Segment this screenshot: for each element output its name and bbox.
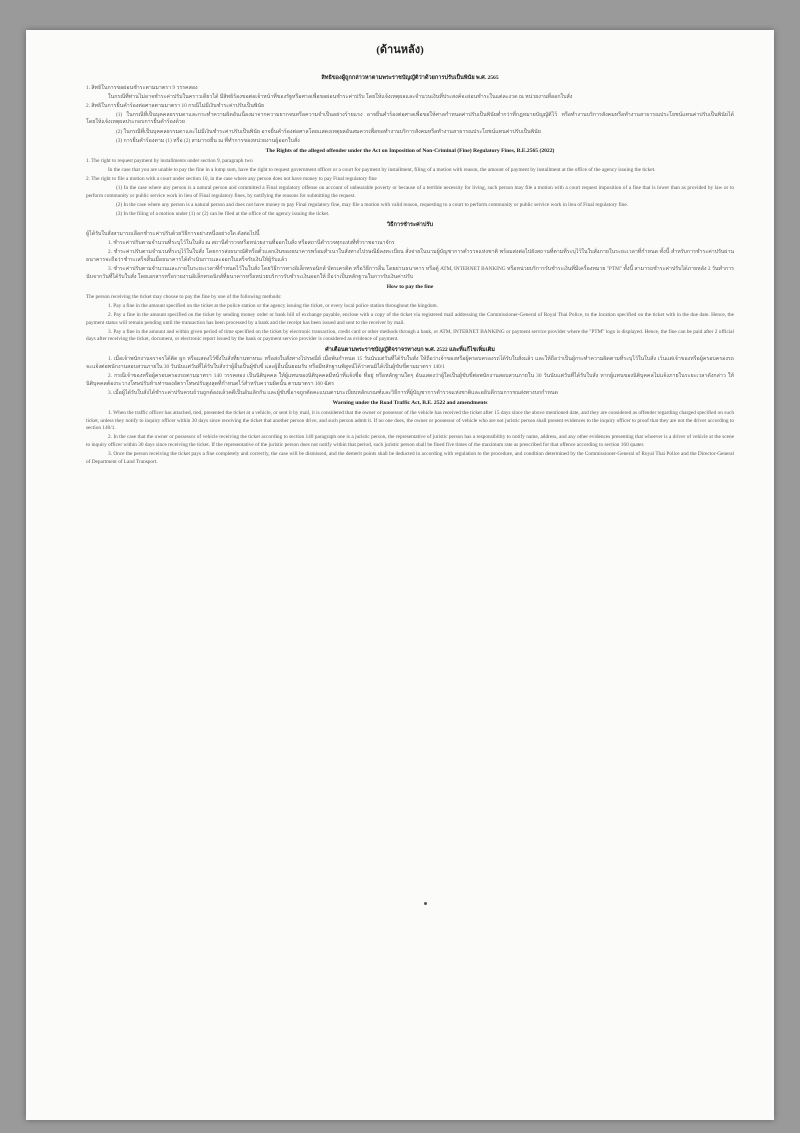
section-paragraph: 2. ชำระค่าปรับตามจำนวนที่ระบุไว้ในใบสั่ง โดยการส่งธนาณัติหรือตั๋วแลกเงินของธนาคารพร้อมสำเนาใบสั่งทางไปรษณีย์ลงทะเบียน สั่งจ่ายในนามผู้บัญชาการตำรวจแห่งชาติ พร้อมส่งต่อไปยังสถานที่ตามที่ระบุไว้ในใบสั่งภายในระยะเวลาที่กำหนด ทั้งนี้ สำหรับการชำระค่าปรับผ่านธนาคารจะถือว่าชำระเสร็จสิ้นเมื่อธนาคารได้ดำเนินการและออกใบเสร็จรับเงินให้ผู้รับแล้ว bbox=[86, 249, 734, 263]
section-title: How to pay the fine bbox=[386, 284, 434, 291]
section-paragraph: 3. ชำระค่าปรับตามจำนวนและภายในระยะเวลาที่กำหนดไว้ในใบสั่ง โดยวิธีการทางอิเล็กทรอนิกส์ บัตรเครดิต หรือวิธีการอื่น โดยผ่านธนาคาร หรือตู้ ATM, INTERNET BANKING หรือหน่วยบริการรับชำระเงินที่มีเครื่องหมาย "PTM" ทั้งนี้ สามารถชำระค่าปรับได้ภายหลัง 2 วันทำการนับจากวันที่ได้รับใบสั่ง โดยเอกสารหรือรายงานอิเล็กทรอนิกส์ที่ธนาคารหรือหน่วยบริการรับชำระเงินออกให้ ถือว่าเป็นหลักฐานในการรับเงินค่าปรับ bbox=[86, 265, 734, 280]
document-page bbox=[26, 30, 774, 1120]
section-paragraph: 1. ชำระค่าปรับตามจำนวนที่ระบุไว้ในใบสั่ง ณ สถานีตำรวจหรือหน่วยงานที่ออกใบสั่ง หรือสถานีตำรวจทุกแห่งที่ทั่วราชอาณาจักร bbox=[108, 240, 395, 247]
section-paragraph: (3) In the filing of a motion under (1) or (2) can be filed at the office of the agency issuing the ticket. bbox=[116, 210, 330, 217]
section-paragraph: 3. Once the person receiving the ticket pays a fine completely and correctly, the case will be dismissed, and the demerit points shall be deducted in according with regulation to the procedure, and condition determined by the Commissioner-General of Royal Thai Police and the Director-General of Department of Land Transport. bbox=[86, 450, 734, 465]
section-paragraph: 1. สิทธิในการขอผ่อนชำระตามมาตรา 9 วรรคสอง bbox=[86, 84, 198, 91]
section-paragraph: 2. The right to file a motion with a court under section 10, in the case where any person does not have money to pay Final regulatory fine bbox=[86, 176, 377, 183]
section-paragraph: 3. Pay a fine in the amount and within given period of time specified on the ticket by electronic transaction, credit card or other methods through a bank, or ATM, INTERNET BANKING or payment service provider where the "PTM" logo is displayed. Hence, the fine can be paid after 2 official days after receiving the ticket, document, or electronic report issued by the bank or payment service provider is considered as evidence of payment. bbox=[86, 328, 734, 343]
section-paragraph: 2. สิทธิในการยื่นคำร้องต่อศาลตามมาตรา 10 กรณีไม่มีเงินชำระค่าปรับเป็นพินัย bbox=[86, 102, 265, 109]
section-paragraph: 1. When the traffic officer has attached, tied, presented the ticket at a vehicle, or sent it by mail, it is considered that the owner or possessor of the vehicle has received the ticket after 15 days since the above mentioned date, and they are considered as offender regarding charged specified on such ticket, unless they notify to inquiry officer within 30 days since receiving the ticket that another person drive, and such person admit it. If no one does, the owner or possessor of vehicle who are not juristic person shall present evidences to the inquiry officer to proof that they are not the driver according to section 140/1. bbox=[86, 409, 734, 432]
section-paragraph: 1. Pay a fine in the amount specified on the ticket at the police station or the agency issuing the ticket, or every local police station throughout the kingdom. bbox=[108, 302, 438, 309]
stray-mark bbox=[424, 902, 427, 905]
section-paragraph: In the case that you are unable to pay the fine in a lump sum, have the right to request government officer or a court for payment by installment, filing of a motion with reason, the amount of payment by installment at the office of the agency issuing the ticket. bbox=[108, 166, 656, 173]
page-label: (ด้านหลัง) bbox=[376, 44, 424, 56]
section-paragraph: 3. เมื่อผู้ได้รับใบสั่งได้ชำระค่าปรับครบถ้วนถูกต้องแล้วคดีเป็นอันเลิกกัน และผู้ขับขี่อาจถูกตัดคะแนนตามระเบียบหลักเกณฑ์และวิธีการที่ผู้บัญชาการตำรวจแห่งชาติและอธิบดีกรมการขนส่งทางบกกำหนด bbox=[108, 389, 558, 396]
section-paragraph: ผู้ได้รับใบสั่งสามารถเลือกชำระค่าปรับด้วยวิธีการอย่างหนึ่งอย่างใด ดังต่อไปนี้ bbox=[86, 231, 260, 238]
section-paragraph: 1. เมื่อเจ้าพนักงานจราจรได้ติด ผูก หรือแสดงไว้ซึ่งใบสั่งที่ยานพาหนะ หรือส่งใบสั่งทางไปรษณีย์ เมื่อพ้นกำหนด 15 วันนับแต่วันที่ได้รับใบสั่ง ให้ถือว่าเจ้าของหรือผู้ครอบครองรถได้รับใบสั่งแล้ว และให้ถือว่าเป็นผู้กระทำความผิดตามที่ระบุไว้ในใบสั่ง เว้นแต่เจ้าของหรือผู้ครอบครองรถจะแจ้งต่อพนักงานสอบสวนภายใน 30 วันนับแต่วันที่ได้รับใบสั่งว่าผู้อื่นเป็นผู้ขับขี่ และผู้อื่นนั้นยอมรับ หรือมีหลักฐานพิสูจน์ได้ว่าตนมิได้เป็นผู้ขับขี่ตามมาตรา 140/1 bbox=[86, 356, 734, 370]
section-paragraph: 1. The right to request payment by installments under section 9, paragraph two bbox=[86, 157, 253, 164]
section-title: สิทธิของผู้ถูกกล่าวหาตามพระราชบัญญัติว่าด้วยการปรับเป็นพินัย พ.ศ. 2565 bbox=[321, 75, 499, 81]
section-paragraph: (2) In the case where any person is a natural person and does not have money to pay Final regulatory fine, may file a motion with valid reason, requesting to a court to perform community or public service work in lieu of Final regulatory fine. bbox=[116, 201, 629, 208]
section-paragraph: (3) การยื่นคำร้องตาม (1) หรือ (2) สามารถยื่น ณ ที่ทำการของหน่วยงานผู้ออกใบสั่ง bbox=[116, 137, 300, 144]
section-paragraph: 2. Pay a fine in the amount specified on the ticket by sending money order or bank bill of exchange payable, enclose with a copy of the ticket via registered mail addressing the Commissioner-General of Royal Thai Police, to the location specified on the ticket with in the due date. Hence, the payment status will remain pending until the transaction has been processed by a bank and the receipt has been issued and sent to the receiver by mail. bbox=[86, 311, 734, 326]
document-body bbox=[86, 72, 734, 468]
section-paragraph: (1) In the case where any person is a natural person and committed a Final regulatory offense on account of unbearable poverty or because of a terrible necessity for living, such person may file a motion with a court request imposition of a fine that is lower than as provided by law or to perform community or public service work in lieu of Final regulatory fines, by notifying the reasons for submitting the request. bbox=[86, 185, 734, 199]
section-paragraph: (2) ในกรณีที่เป็นบุคคลธรรมดาและไม่มีเงินชำระค่าปรับเป็นพินัย อาจยื่นคำร้องต่อศาลโดยแสดงเหตุผลอันสมควรเพื่อขอทำงานบริการสังคมหรือทำงานสาธารณประโยชน์แทนค่าปรับเป็นพินัย bbox=[116, 128, 541, 135]
section-paragraph: 2. In the case that the owner or possessor of vehicle receiving the ticket according to section 140 paragraph one is a juristic person, the representative of juristic person has a responsibility to notify name, address, and any other evidences presenting that whoever is a driver of vehicle at the scene to inquiry officer within 30 days since receiving the ticket. If the representative of the juristic person does not notify within that period, such juristic person shall be fined five times of the maximum rate as prescribed for that offence according to section 160 quater. bbox=[86, 434, 734, 448]
section-paragraph: ในกรณีที่ท่านไม่อาจชำระค่าปรับในคราวเดียวได้ มีสิทธิร้องขอต่อเจ้าหน้าที่ของรัฐหรือศาลเพื่อขอผ่อนชำระค่าปรับ โดยให้แจ้งเหตุผลและจำนวนเงินที่ประสงค์จะผ่อนชำระในแต่ละงวด ณ หน่วยงานที่ออกใบสั่ง bbox=[108, 93, 573, 100]
section-paragraph: The person receiving the ticket may choose to pay the fine by one of the following methods: bbox=[86, 293, 282, 300]
section-title: The Rights of the alleged offender under the Act on Imposition of Non-Criminal (Fine) Regulatory Fines, B.E.2565 (2022) bbox=[265, 148, 555, 155]
section-paragraph: 2. กรณีเจ้าของหรือผู้ครอบครองรถตามมาตรา 140 วรรคสอง เป็นนิติบุคคล ให้ผู้แทนของนิติบุคคลมีหน้าที่แจ้งชื่อ ที่อยู่ หรือหลักฐานใดๆ อันแสดงว่าผู้ใดเป็นผู้ขับขี่ต่อพนักงานสอบสวนภายใน 30 วันนับแต่วันที่ได้รับใบสั่ง หากผู้แทนของนิติบุคคลไม่แจ้งภายในระยะเวลาดังกล่าว ให้นิติบุคคลต้องระวางโทษปรับห้าเท่าของอัตราโทษปรับสูงสุดที่กำหนดไว้สำหรับความผิดนั้น ตามมาตรา 160 ฉัตร bbox=[86, 373, 734, 387]
section-title: Warning under the Road Traffic Act, B.E. 2522 and amendments bbox=[332, 400, 488, 407]
section-title: วิธีการชำระค่าปรับ bbox=[386, 221, 434, 228]
section-title: คำเตือนตามพระราชบัญญัติจราจรทางบก พ.ศ. 2522 และที่แก้ไขเพิ่มเติม bbox=[325, 346, 495, 353]
section-paragraph: (1) ในกรณีที่เป็นบุคคลธรรมดาและกระทำความผิดอันเนื่องมาจากความยากจนหรือความจำเป็นอย่างร้ายแรง อาจยื่นคำร้องต่อศาลเพื่อขอให้ศาลกำหนดค่าปรับเป็นพินัยต่ำกว่าที่กฎหมายบัญญัติไว้ หรือทำงานบริการสังคมหรือทำงานสาธารณประโยชน์แทนค่าปรับเป็นพินัยได้ โดยให้แจ้งเหตุผลประกอบการยื่นคำร้องด้วย bbox=[86, 111, 734, 126]
